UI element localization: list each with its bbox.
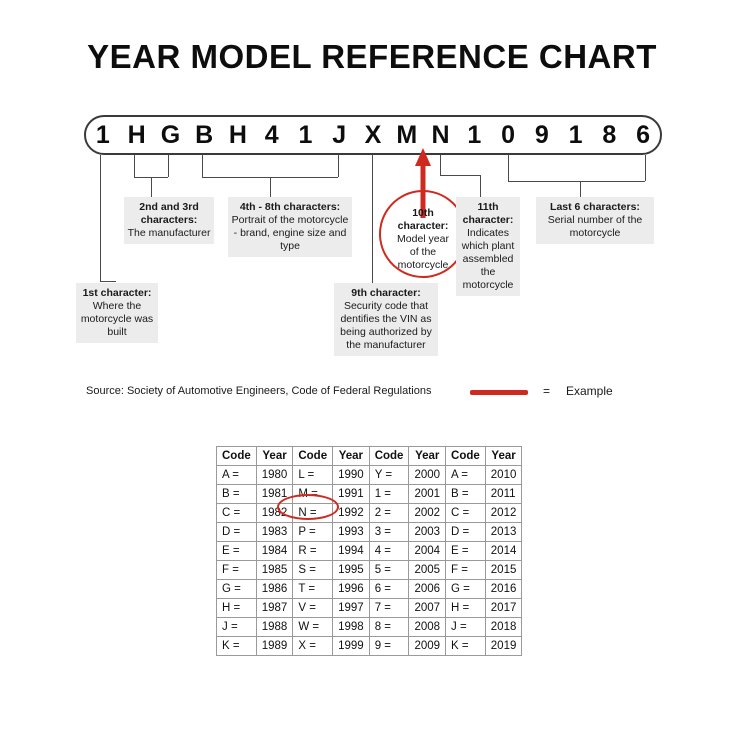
cell-year: 1981 — [256, 485, 293, 504]
cell-year: 2014 — [485, 542, 522, 561]
cell-year: 2007 — [409, 599, 446, 618]
cell-code: Y = — [369, 466, 409, 485]
callout-body: Serial number of the motorcycle — [547, 214, 643, 239]
vin-char: 4 — [264, 121, 279, 149]
cell-code: X = — [293, 637, 333, 656]
cell-code-highlighted: M = — [293, 485, 333, 504]
cell-code: J = — [446, 618, 486, 637]
callout-eleventh-character — [456, 197, 520, 296]
cell-year: 1989 — [256, 637, 293, 656]
cell-code: J = — [217, 618, 257, 637]
table-header-row — [217, 447, 522, 466]
cell-year: 2002 — [409, 504, 446, 523]
cell-code: A = — [446, 466, 486, 485]
cell-year: 2004 — [409, 542, 446, 561]
vin-char: 6 — [636, 121, 651, 149]
column-header-year: Year — [409, 447, 446, 466]
leader-line — [168, 155, 169, 177]
cell-code: 4 = — [369, 542, 409, 561]
cell-year: 1982 — [256, 504, 293, 523]
cell-code: 1 = — [369, 485, 409, 504]
cell-code: E = — [217, 542, 257, 561]
vin-number-bar — [84, 115, 662, 155]
cell-year: 1986 — [256, 580, 293, 599]
cell-year: 2009 — [409, 637, 446, 656]
cell-code: L = — [293, 466, 333, 485]
cell-year: 2012 — [485, 504, 522, 523]
cell-code: T = — [293, 580, 333, 599]
cell-year: 2017 — [485, 599, 522, 618]
callout-body: Security code that dentifies the VIN as being authorized by the manufacturer — [340, 300, 432, 351]
cell-code: D = — [217, 523, 257, 542]
vin-char-highlighted: M — [396, 121, 418, 149]
callout-ninth-character — [334, 283, 438, 356]
cell-code: 3 = — [369, 523, 409, 542]
cell-code: F = — [217, 561, 257, 580]
leader-line — [100, 155, 101, 281]
cell-code: H = — [446, 599, 486, 618]
vin-char: G — [160, 121, 181, 149]
callout-body: Indicates which plant assembled the motorcycle — [461, 227, 515, 291]
vin-char: X — [364, 121, 382, 149]
column-header-code: Code — [446, 447, 486, 466]
cell-code: K = — [446, 637, 486, 656]
leader-line — [338, 155, 339, 177]
year-code-table-wrapper — [216, 446, 522, 656]
vin-char: H — [127, 121, 146, 149]
column-header-year: Year — [256, 447, 293, 466]
cell-year: 2016 — [485, 580, 522, 599]
cell-code: H = — [217, 599, 257, 618]
callout-body: Where the motorcycle was built — [80, 300, 154, 338]
cell-code: W = — [293, 618, 333, 637]
vin-char: B — [195, 121, 214, 149]
table-row — [217, 542, 522, 561]
cell-year: 1995 — [333, 561, 370, 580]
vin-char: 1 — [467, 121, 482, 149]
cell-year: 2008 — [409, 618, 446, 637]
table-row — [217, 618, 522, 637]
cell-year: 1993 — [333, 523, 370, 542]
cell-code: F = — [446, 561, 486, 580]
vin-char: 1 — [568, 121, 583, 149]
cell-code: N = — [293, 504, 333, 523]
callout-body: Portrait of the motorcycle - brand, engine size and type — [231, 214, 349, 252]
year-code-table — [216, 446, 522, 656]
table-row — [217, 466, 522, 485]
cell-year: 2015 — [485, 561, 522, 580]
table-row — [217, 580, 522, 599]
cell-year: 1994 — [333, 542, 370, 561]
callout-last-six-characters — [536, 197, 654, 244]
cell-year: 1996 — [333, 580, 370, 599]
callout-fourth-eighth-characters — [228, 197, 352, 257]
callout-body: The manufacturer — [127, 227, 211, 239]
vin-char: 8 — [602, 121, 617, 149]
callout-heading: 10th character: — [397, 207, 449, 232]
cell-year: 1980 — [256, 466, 293, 485]
cell-year: 1985 — [256, 561, 293, 580]
vin-char: 1 — [95, 121, 110, 149]
cell-code: V = — [293, 599, 333, 618]
cell-code: S = — [293, 561, 333, 580]
cell-code: 7 = — [369, 599, 409, 618]
leader-line — [372, 155, 373, 283]
vin-char: J — [332, 121, 347, 149]
cell-code: 9 = — [369, 637, 409, 656]
column-header-year: Year — [485, 447, 522, 466]
vin-char: 1 — [298, 121, 313, 149]
cell-year: 2010 — [485, 466, 522, 485]
cell-year: 2001 — [409, 485, 446, 504]
table-row — [217, 561, 522, 580]
callout-heading: 9th character: — [351, 287, 421, 299]
cell-year: 2013 — [485, 523, 522, 542]
cell-year: 1987 — [256, 599, 293, 618]
column-header-year: Year — [333, 447, 370, 466]
callout-heading: 1st character: — [82, 287, 152, 299]
leader-line — [580, 181, 581, 197]
leader-line — [202, 155, 203, 177]
cell-year: 1992 — [333, 504, 370, 523]
cell-code: P = — [293, 523, 333, 542]
legend-equals-sign: = — [543, 384, 551, 398]
callout-heading: 11th character: — [462, 201, 514, 226]
callout-heading: Last 6 characters: — [550, 201, 640, 213]
cell-code: K = — [217, 637, 257, 656]
cell-code: B = — [446, 485, 486, 504]
leader-line — [480, 175, 481, 197]
cell-code: G = — [446, 580, 486, 599]
cell-year: 1997 — [333, 599, 370, 618]
leader-line — [508, 181, 645, 182]
cell-code: G = — [217, 580, 257, 599]
leader-line — [151, 177, 152, 197]
column-header-code: Code — [293, 447, 333, 466]
cell-year: 1988 — [256, 618, 293, 637]
callout-body: Model year of the motorcycle — [397, 233, 449, 271]
leader-line — [100, 281, 116, 282]
vin-char: N — [431, 121, 450, 149]
cell-code: E = — [446, 542, 486, 561]
table-row — [217, 637, 522, 656]
cell-year: 2003 — [409, 523, 446, 542]
callout-heading: 4th - 8th characters: — [239, 201, 341, 213]
cell-year: 2011 — [485, 485, 522, 504]
page-title: YEAR MODEL REFERENCE CHART — [87, 38, 657, 75]
legend-red-dash-icon — [470, 390, 528, 395]
column-header-code: Code — [217, 447, 257, 466]
cell-year: 2005 — [409, 561, 446, 580]
table-row — [217, 523, 522, 542]
callout-second-third-characters — [124, 197, 214, 244]
column-header-code: Code — [369, 447, 409, 466]
table-row — [217, 599, 522, 618]
callout-tenth-character — [389, 203, 457, 276]
callout-first-character — [76, 283, 158, 343]
vin-char: 9 — [534, 121, 549, 149]
source-note: Source: Society of Automotive Engineers, Code of Federal Regulations — [86, 385, 432, 397]
cell-year: 2000 — [409, 466, 446, 485]
cell-code: C = — [446, 504, 486, 523]
cell-code: D = — [446, 523, 486, 542]
vin-char: 0 — [501, 121, 516, 149]
cell-year: 2018 — [485, 618, 522, 637]
cell-year: 1999 — [333, 637, 370, 656]
cell-year: 1984 — [256, 542, 293, 561]
leader-line — [134, 155, 135, 177]
vin-char: H — [228, 121, 247, 149]
cell-code: B = — [217, 485, 257, 504]
table-row — [217, 504, 522, 523]
callout-heading: 2nd and 3rd characters: — [139, 201, 199, 226]
cell-year: 1998 — [333, 618, 370, 637]
legend-example-label: Example — [566, 384, 613, 398]
leader-line — [645, 155, 646, 181]
cell-code: 5 = — [369, 561, 409, 580]
cell-year: 2019 — [485, 637, 522, 656]
cell-year: 1990 — [333, 466, 370, 485]
cell-code: 6 = — [369, 580, 409, 599]
leader-line — [508, 155, 509, 181]
cell-code: 8 = — [369, 618, 409, 637]
table-row — [217, 485, 522, 504]
cell-year: 2006 — [409, 580, 446, 599]
cell-code: 2 = — [369, 504, 409, 523]
cell-code: A = — [217, 466, 257, 485]
cell-code: C = — [217, 504, 257, 523]
leader-line — [270, 177, 271, 197]
cell-code: R = — [293, 542, 333, 561]
cell-year: 1983 — [256, 523, 293, 542]
cell-year-highlighted: 1991 — [333, 485, 370, 504]
